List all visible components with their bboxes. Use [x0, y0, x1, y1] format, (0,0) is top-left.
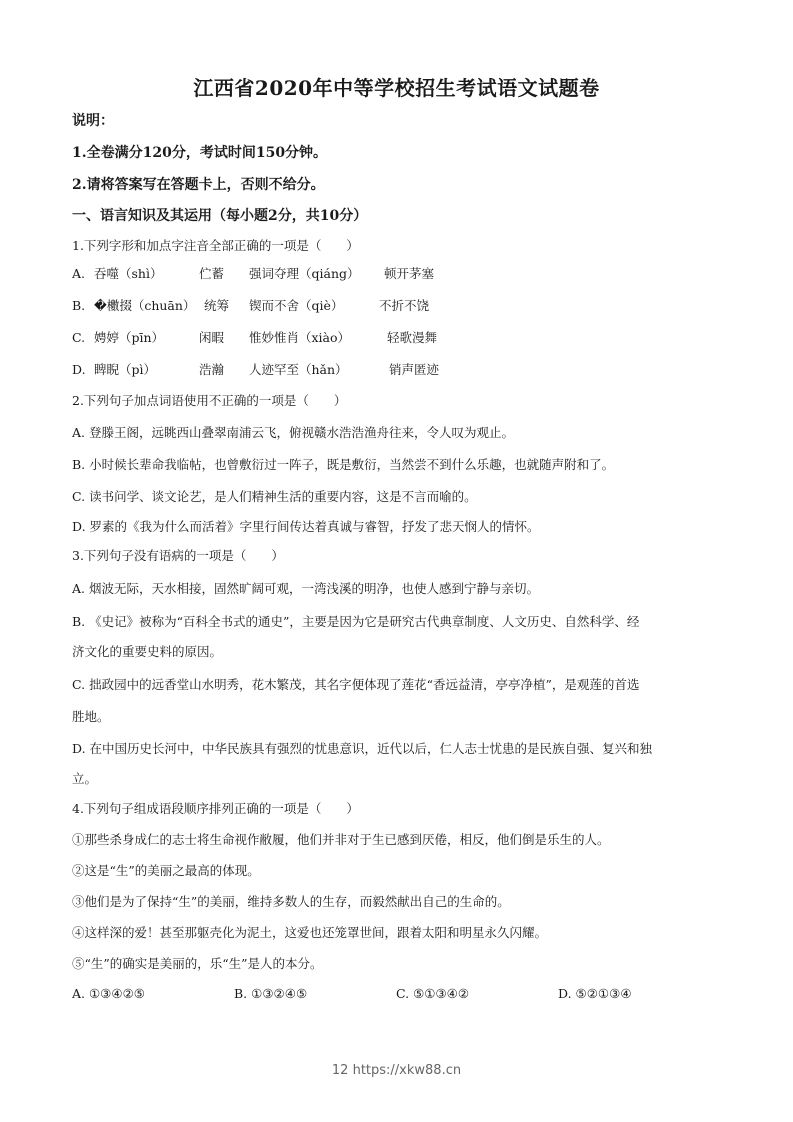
page-number: 12 [331, 1063, 349, 1078]
q1-c-item-2: 闲暇 [199, 330, 225, 345]
q4-sentence-3: ③他们是为了保持“生”的美丽，维持多数人的生存，而毅然献出自己的生命的。 [72, 894, 510, 909]
q4-sentence-2: ②这是“生”的美丽之最高的体现。 [72, 863, 260, 878]
q1-a-item-4: 顿开茅塞 [384, 266, 435, 281]
q1-stem: 1.下列字形和加点字注音全部正确的一项是（ ） [72, 238, 359, 253]
option-label: C. [72, 330, 86, 345]
q3-option-a: A. 烟波无际，天水相接，固然旷阔可观，一湾浅溪的明净，也使人感到宁静与亲切。 [72, 581, 539, 596]
note-2: 2.请将答案写在答题卡上，否则不给分。 [72, 177, 325, 193]
q1-a-item-3: 强词夺理（qiáng） [249, 266, 360, 281]
q4-choice-b: B. ①③②④⑤ [234, 986, 308, 1001]
q4-stem: 4.下列句子组成语段顺序排列正确的一项是（ ） [72, 801, 359, 816]
q1-c-item-1: 娉婷（pīn） [94, 330, 165, 345]
q3-option-d-line2: 立。 [72, 771, 98, 786]
q1-option-b [72, 296, 429, 314]
q1-a-item-2: 伫蓄 [199, 266, 225, 281]
q3-option-b-line1: B. 《史记》被称为“百科全书式的通史”，主要是因为它是研究古代典章制度、人文历史、自然科学、经 [72, 614, 640, 629]
q4-choice-c: C. ⑤①③④② [396, 986, 470, 1001]
q3-option-d-line1: D. 在中国历史长河中，中华民族具有强烈的忧患意识，近代以后，仁人志士忧患的是民族自强、复兴和独 [72, 741, 653, 756]
q3-option-c-line1: C. 拙政园中的远香堂山水明秀，花木繁茂，其名字便体现了莲花“香远益清，亭亭净植”，是观莲的首选 [72, 677, 640, 692]
q1-d-item-3: 人迹罕至（hǎn） [249, 362, 348, 377]
option-label: A. [72, 266, 86, 281]
notes-heading: 说明： [72, 113, 114, 129]
q2-option-a: A. 登滕王阁，远眺西山叠翠南浦云飞，俯视赣水浩浩渔舟往来，令人叹为观止。 [72, 425, 514, 440]
q4-choice-a: A. ①③④②⑤ [72, 986, 146, 1001]
page-footer [0, 1063, 793, 1078]
q1-option-a [72, 264, 434, 282]
q2-option-c: C. 读书问学、谈文论艺，是人们精神生活的重要内容，这是不言而喻的。 [72, 489, 477, 504]
q1-b-item-4: 不折不饶 [379, 298, 430, 313]
note-1: 1.全卷满分120分，考试时间150分钟。 [72, 145, 328, 161]
q2-option-d: D. 罗素的《我为什么而活着》字里行间传达着真诚与睿智，抒发了悲天悯人的情怀。 [72, 519, 540, 534]
q1-d-item-1: 睥睨（pì） [94, 362, 156, 377]
exam-title: 江西省2020年中等学校招生考试语文试题卷 [193, 76, 600, 100]
q1-option-d [72, 360, 439, 378]
q3-option-b-line2: 济文化的重要史料的原因。 [72, 644, 223, 659]
q4-sentence-4: ④这样深的爱！甚至那躯壳化为泥土，这爱也还笼罩世间，跟着太阳和明星永久闪耀。 [72, 925, 548, 940]
q4-choice-d: D. ⑤②①③④ [558, 986, 632, 1001]
q1-b-item-2: 统筹 [204, 298, 230, 313]
q4-choices [72, 986, 632, 1001]
q2-option-b: B. 小时候长辈命我临帖，也曾敷衍过一阵子，既是敷衍，当然尝不到什么乐趣，也就随声附和了。 [72, 457, 615, 472]
option-label: D. [72, 362, 86, 377]
q1-d-item-2: 浩瀚 [199, 362, 225, 377]
q4-sentence-5: ⑤“生”的确实是美丽的，乐“生”是人的本分。 [72, 956, 323, 971]
q1-b-item-3: 锲而不舍（qiè） [249, 298, 344, 313]
q1-c-item-3: 惟妙惟肖（xiào） [249, 330, 351, 345]
footer-url[interactable]: https://xkw88.cn [352, 1063, 462, 1078]
q3-stem: 3.下列句子没有语病的一项是（ ） [72, 548, 284, 563]
q1-b-item-1: �櫢掇（chuān） [94, 298, 196, 313]
q1-c-item-4: 轻歌漫舞 [387, 330, 438, 345]
q3-option-c-line2: 胜地。 [72, 709, 110, 724]
option-label: B. [72, 298, 86, 313]
q1-d-item-4: 销声匿迹 [389, 362, 440, 377]
q2-stem: 2.下列句子加点词语使用不正确的一项是（ ） [72, 393, 347, 408]
q1-a-item-1: 吞噬（shì） [94, 266, 163, 281]
q4-sentence-1: ①那些杀身成仁的志士将生命视作敝履，他们并非对于生已感到厌倦，相反，他们倒是乐生的人。 [72, 832, 610, 847]
section-heading: 一、语言知识及其运用（每小题2分，共10分） [72, 208, 368, 224]
q1-option-c [72, 328, 437, 346]
